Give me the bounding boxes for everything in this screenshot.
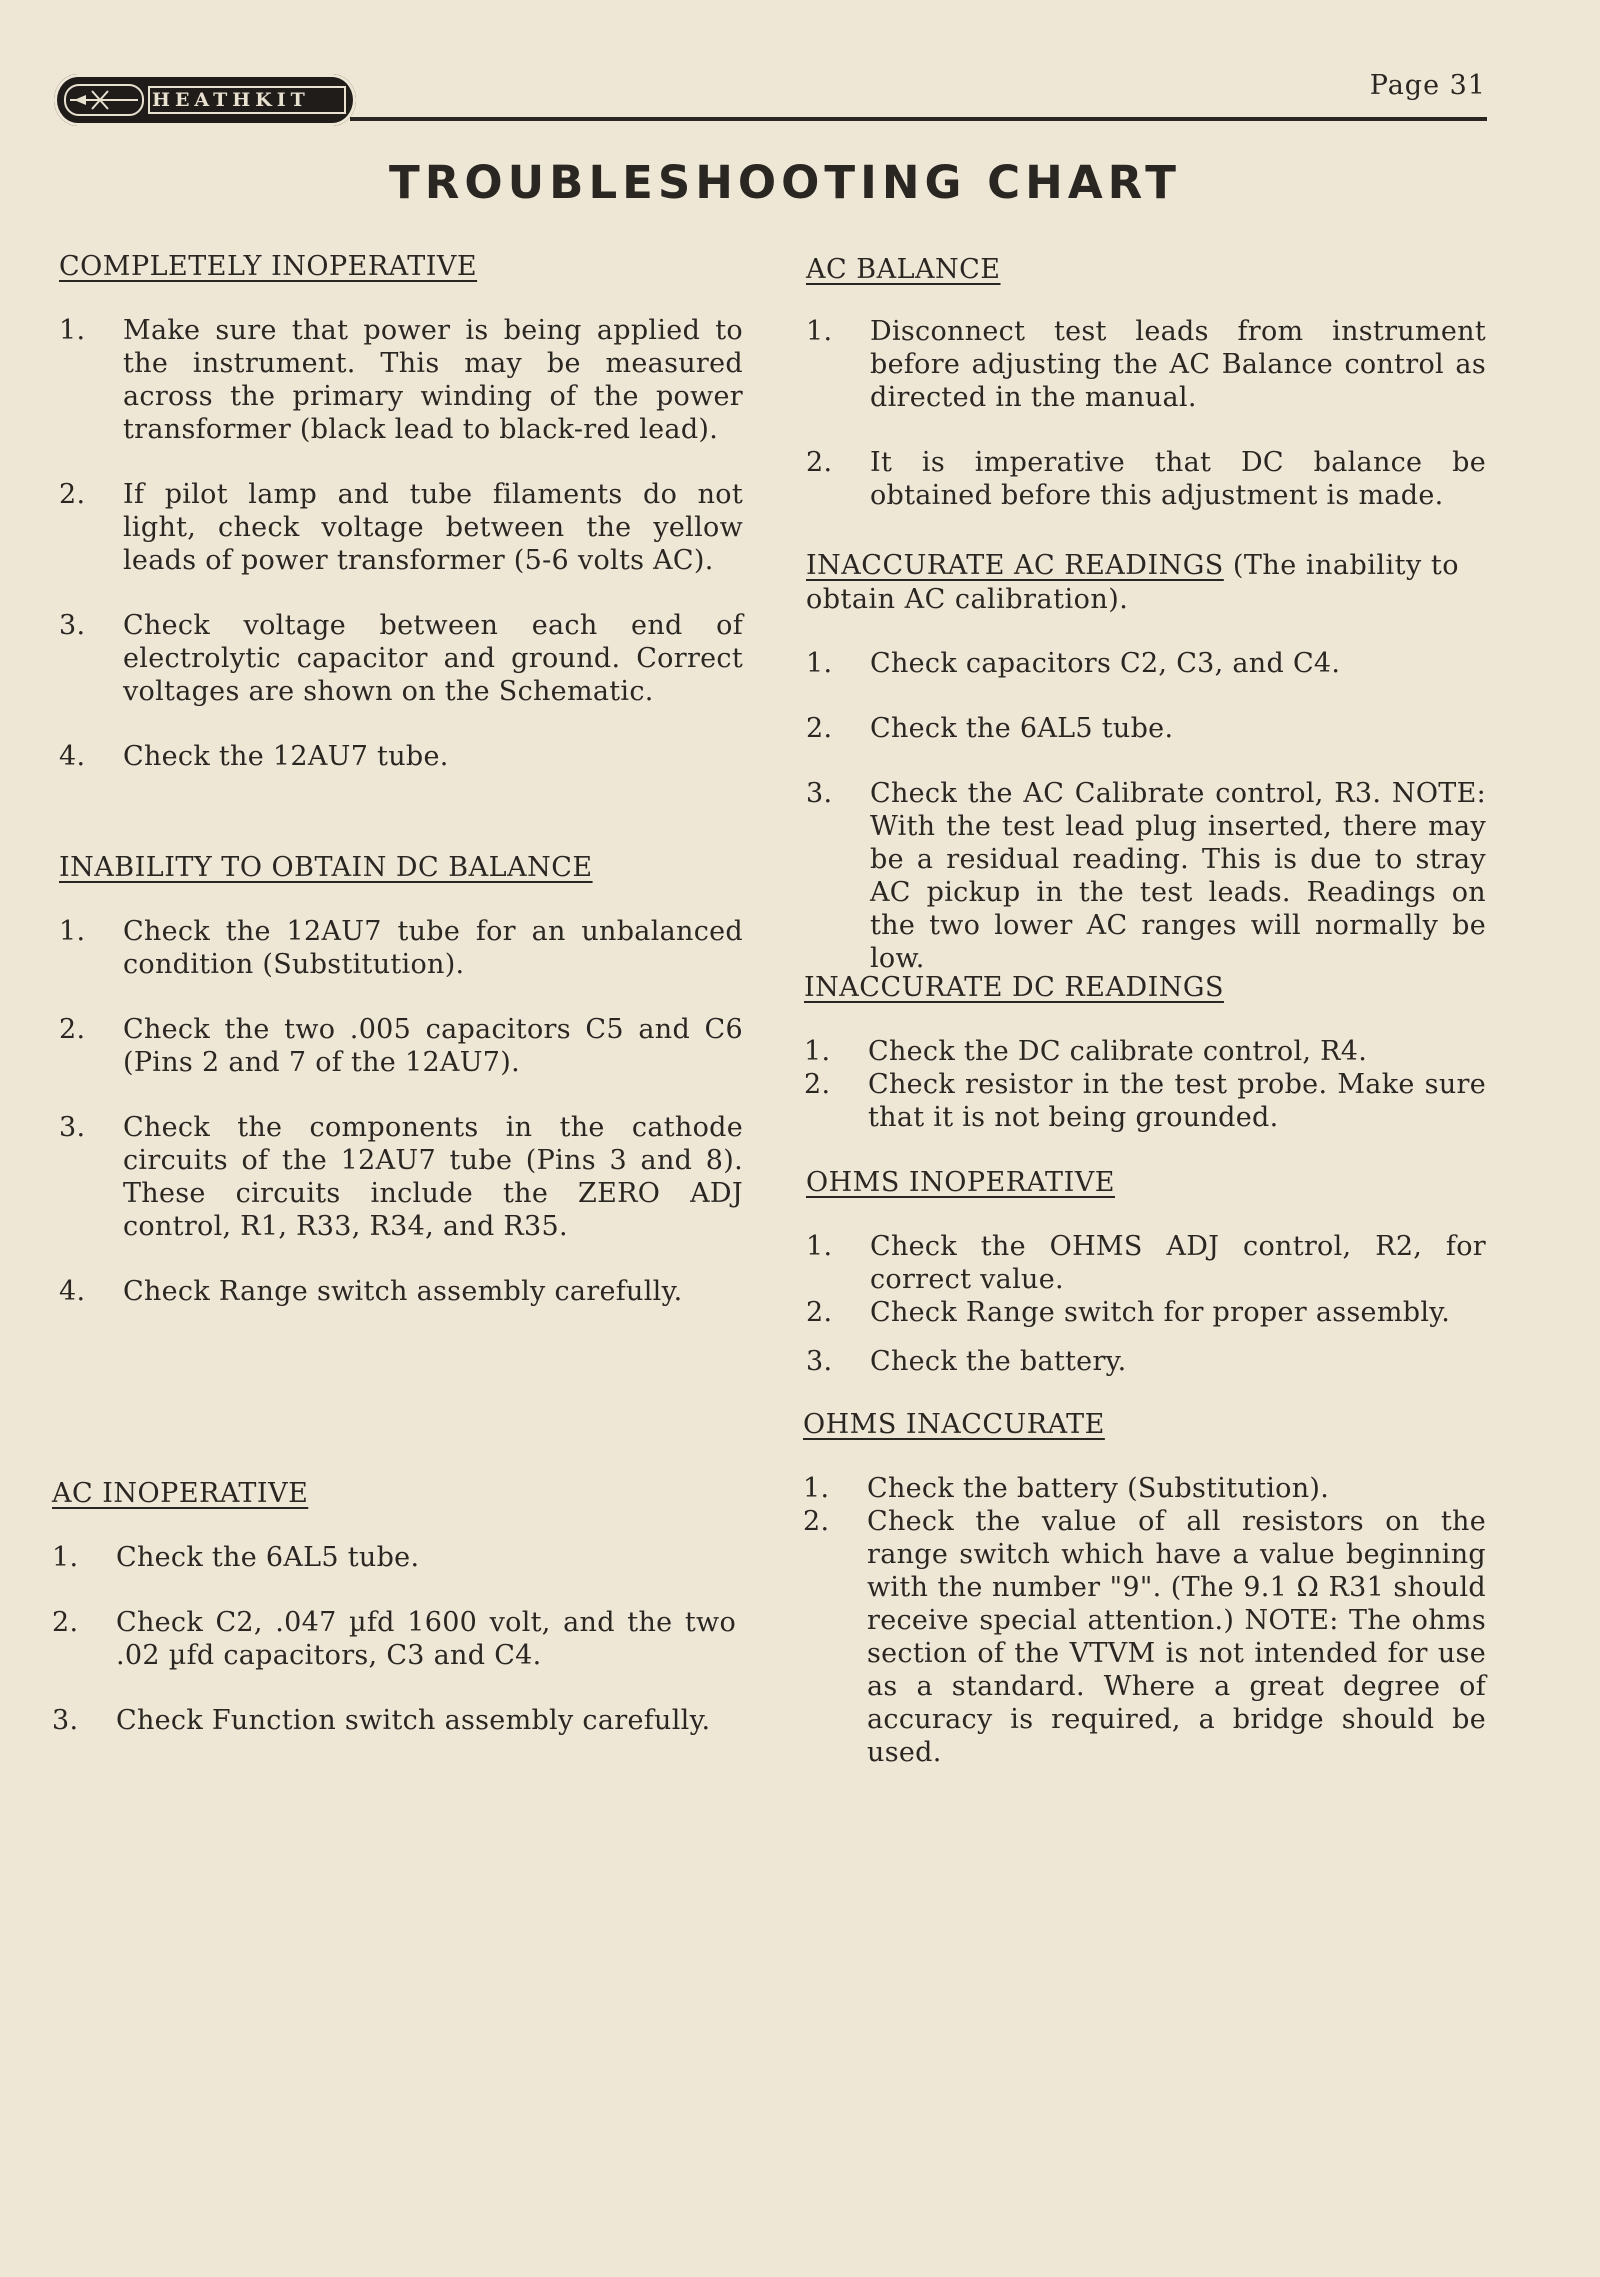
- item-text: Check resistor in the test probe. Make sure that it is not being grounded.: [868, 1069, 1486, 1133]
- heathkit-logo: [54, 74, 356, 126]
- item-text: Check the battery (Substitution).: [867, 1473, 1330, 1504]
- item-number: 3.: [52, 1705, 79, 1736]
- item-text: Check the components in the cathode circuits of the 12AU7 tube (Pins 3 and 8). These circuits include the ZERO ADJ control, R1, R33, R34, and R35.: [123, 1112, 743, 1242]
- item-text: Check Range switch for proper assembly.: [870, 1297, 1451, 1328]
- page-title: TROUBLESHOOTING CHART: [389, 156, 1181, 209]
- item-number: 2.: [59, 479, 86, 510]
- item-number: 2.: [803, 1506, 830, 1537]
- item-number: 1.: [806, 1231, 833, 1262]
- item-number: 3.: [806, 1346, 833, 1377]
- item-number: 2.: [806, 447, 833, 478]
- item-text: Check C2, .047 µfd 1600 volt, and the two .02 µfd capacitors, C3 and C4.: [116, 1607, 736, 1671]
- list-item: [806, 647, 1486, 680]
- section-ohms-inaccurate: [803, 1408, 1486, 1769]
- section-inaccurate-dc: [804, 971, 1486, 1134]
- item-number: 2.: [804, 1069, 831, 1100]
- list-item: [803, 1472, 1486, 1505]
- item-text: It is imperative that DC balance be obtained before this adjustment is made.: [870, 447, 1486, 511]
- item-text: Check the 6AL5 tube.: [116, 1542, 420, 1573]
- header-rule: [350, 117, 1487, 121]
- item-number: 1.: [806, 648, 833, 679]
- list-item: [804, 1068, 1486, 1134]
- section-heading: OHMS INOPERATIVE: [806, 1167, 1115, 1198]
- list-item: [806, 315, 1486, 414]
- section-inaccurate-ac: [806, 549, 1486, 975]
- item-number: 1.: [59, 315, 86, 346]
- item-text: If pilot lamp and tube filaments do not light, check voltage between the yellow leads of power transformer (5-6 volts AC).: [123, 479, 743, 576]
- list-item: [52, 1606, 736, 1672]
- section-heading: [806, 549, 1486, 617]
- section-heading: INABILITY TO OBTAIN DC BALANCE: [59, 852, 593, 883]
- item-text: Check the two .005 capacitors C5 and C6 (Pins 2 and 7 of the 12AU7).: [123, 1014, 743, 1078]
- heading-note: (The inability to obtain AC calibration).: [806, 550, 1459, 615]
- list-item: [806, 1296, 1486, 1329]
- item-number: 4.: [59, 1276, 86, 1307]
- item-number: 2.: [52, 1607, 79, 1638]
- item-text: Check the DC calibrate control, R4.: [868, 1036, 1368, 1067]
- item-number: 1.: [59, 916, 86, 947]
- list-item: [59, 740, 743, 773]
- section-heading: COMPLETELY INOPERATIVE: [59, 251, 478, 282]
- item-text: Disconnect test leads from instrument before adjusting the AC Balance control as directed in the manual.: [870, 316, 1486, 413]
- section-heading: OHMS INACCURATE: [803, 1409, 1105, 1440]
- brand-name: HEATHKIT: [148, 86, 346, 114]
- item-number: 1.: [52, 1542, 79, 1573]
- list-item: [59, 1111, 743, 1243]
- list-item: [803, 1505, 1486, 1769]
- item-text: Check the OHMS ADJ control, R2, for correct value.: [870, 1231, 1486, 1295]
- item-number: 2.: [806, 713, 833, 744]
- item-text: Check Function switch assembly carefully.: [116, 1705, 711, 1736]
- item-text: Check the AC Calibrate control, R3. NOTE: With the test lead plug inserted, there may be a residual reading. This is due to stray AC pickup in the test leads. Readings on the two lower AC ranges will normally be low.: [870, 778, 1486, 974]
- item-text: Make sure that power is being applied to the instrument. This may be measured across the primary winding of the power transformer (black lead to black-red lead).: [123, 315, 743, 445]
- list-item: [59, 609, 743, 708]
- section-heading: AC INOPERATIVE: [52, 1478, 309, 1509]
- item-text: Check voltage between each end of electrolytic capacitor and ground. Correct voltages are shown on the Schematic.: [123, 610, 743, 707]
- section-inability-dc-balance: [59, 851, 743, 1308]
- item-text: Check the 12AU7 tube.: [123, 741, 449, 772]
- list-item: [59, 1013, 743, 1079]
- list-item: [52, 1704, 736, 1737]
- list-item: [806, 1345, 1486, 1378]
- item-number: 1.: [804, 1036, 831, 1067]
- item-text: Check the value of all resistors on the range switch which have a value beginning with the number "9". (The 9.1 Ω R31 should receive special attention.) NOTE: The ohms section of the VTVM is not intended for use as a standard. Where a great degree of accuracy is required, a bridge should be used.: [867, 1506, 1486, 1768]
- list-item: [59, 915, 743, 981]
- item-number: 4.: [59, 741, 86, 772]
- list-item: [806, 712, 1486, 745]
- list-item: [806, 446, 1486, 512]
- item-number: 3.: [59, 1112, 86, 1143]
- item-text: Check the 12AU7 tube for an unbalanced condition (Substitution).: [123, 916, 743, 980]
- item-number: 1.: [806, 316, 833, 347]
- list-item: [59, 478, 743, 577]
- item-number: 3.: [806, 778, 833, 809]
- list-item: [59, 314, 743, 446]
- list-item: [59, 1275, 743, 1308]
- item-text: Check the 6AL5 tube.: [870, 713, 1174, 744]
- section-ohms-inoperative: [806, 1166, 1486, 1378]
- section-completely-inoperative: [59, 250, 743, 773]
- item-number: 1.: [803, 1473, 830, 1504]
- section-heading: INACCURATE DC READINGS: [804, 972, 1224, 1003]
- list-item: [52, 1541, 736, 1574]
- item-number: 2.: [806, 1297, 833, 1328]
- item-text: Check Range switch assembly carefully.: [123, 1276, 683, 1307]
- item-number: 2.: [59, 1014, 86, 1045]
- list-item: [806, 1230, 1486, 1296]
- item-text: Check capacitors C2, C3, and C4.: [870, 648, 1341, 679]
- section-ac-inoperative: [52, 1477, 736, 1737]
- list-item: [804, 1035, 1486, 1068]
- section-heading: AC BALANCE: [806, 254, 1001, 285]
- logo-emblem-icon: [64, 84, 144, 116]
- item-text: Check the battery.: [870, 1346, 1127, 1377]
- heading-title: INACCURATE AC READINGS: [806, 550, 1224, 581]
- page-number: Page 31: [1369, 70, 1486, 101]
- section-ac-balance: [806, 253, 1486, 512]
- item-number: 3.: [59, 610, 86, 641]
- list-item: [806, 777, 1486, 975]
